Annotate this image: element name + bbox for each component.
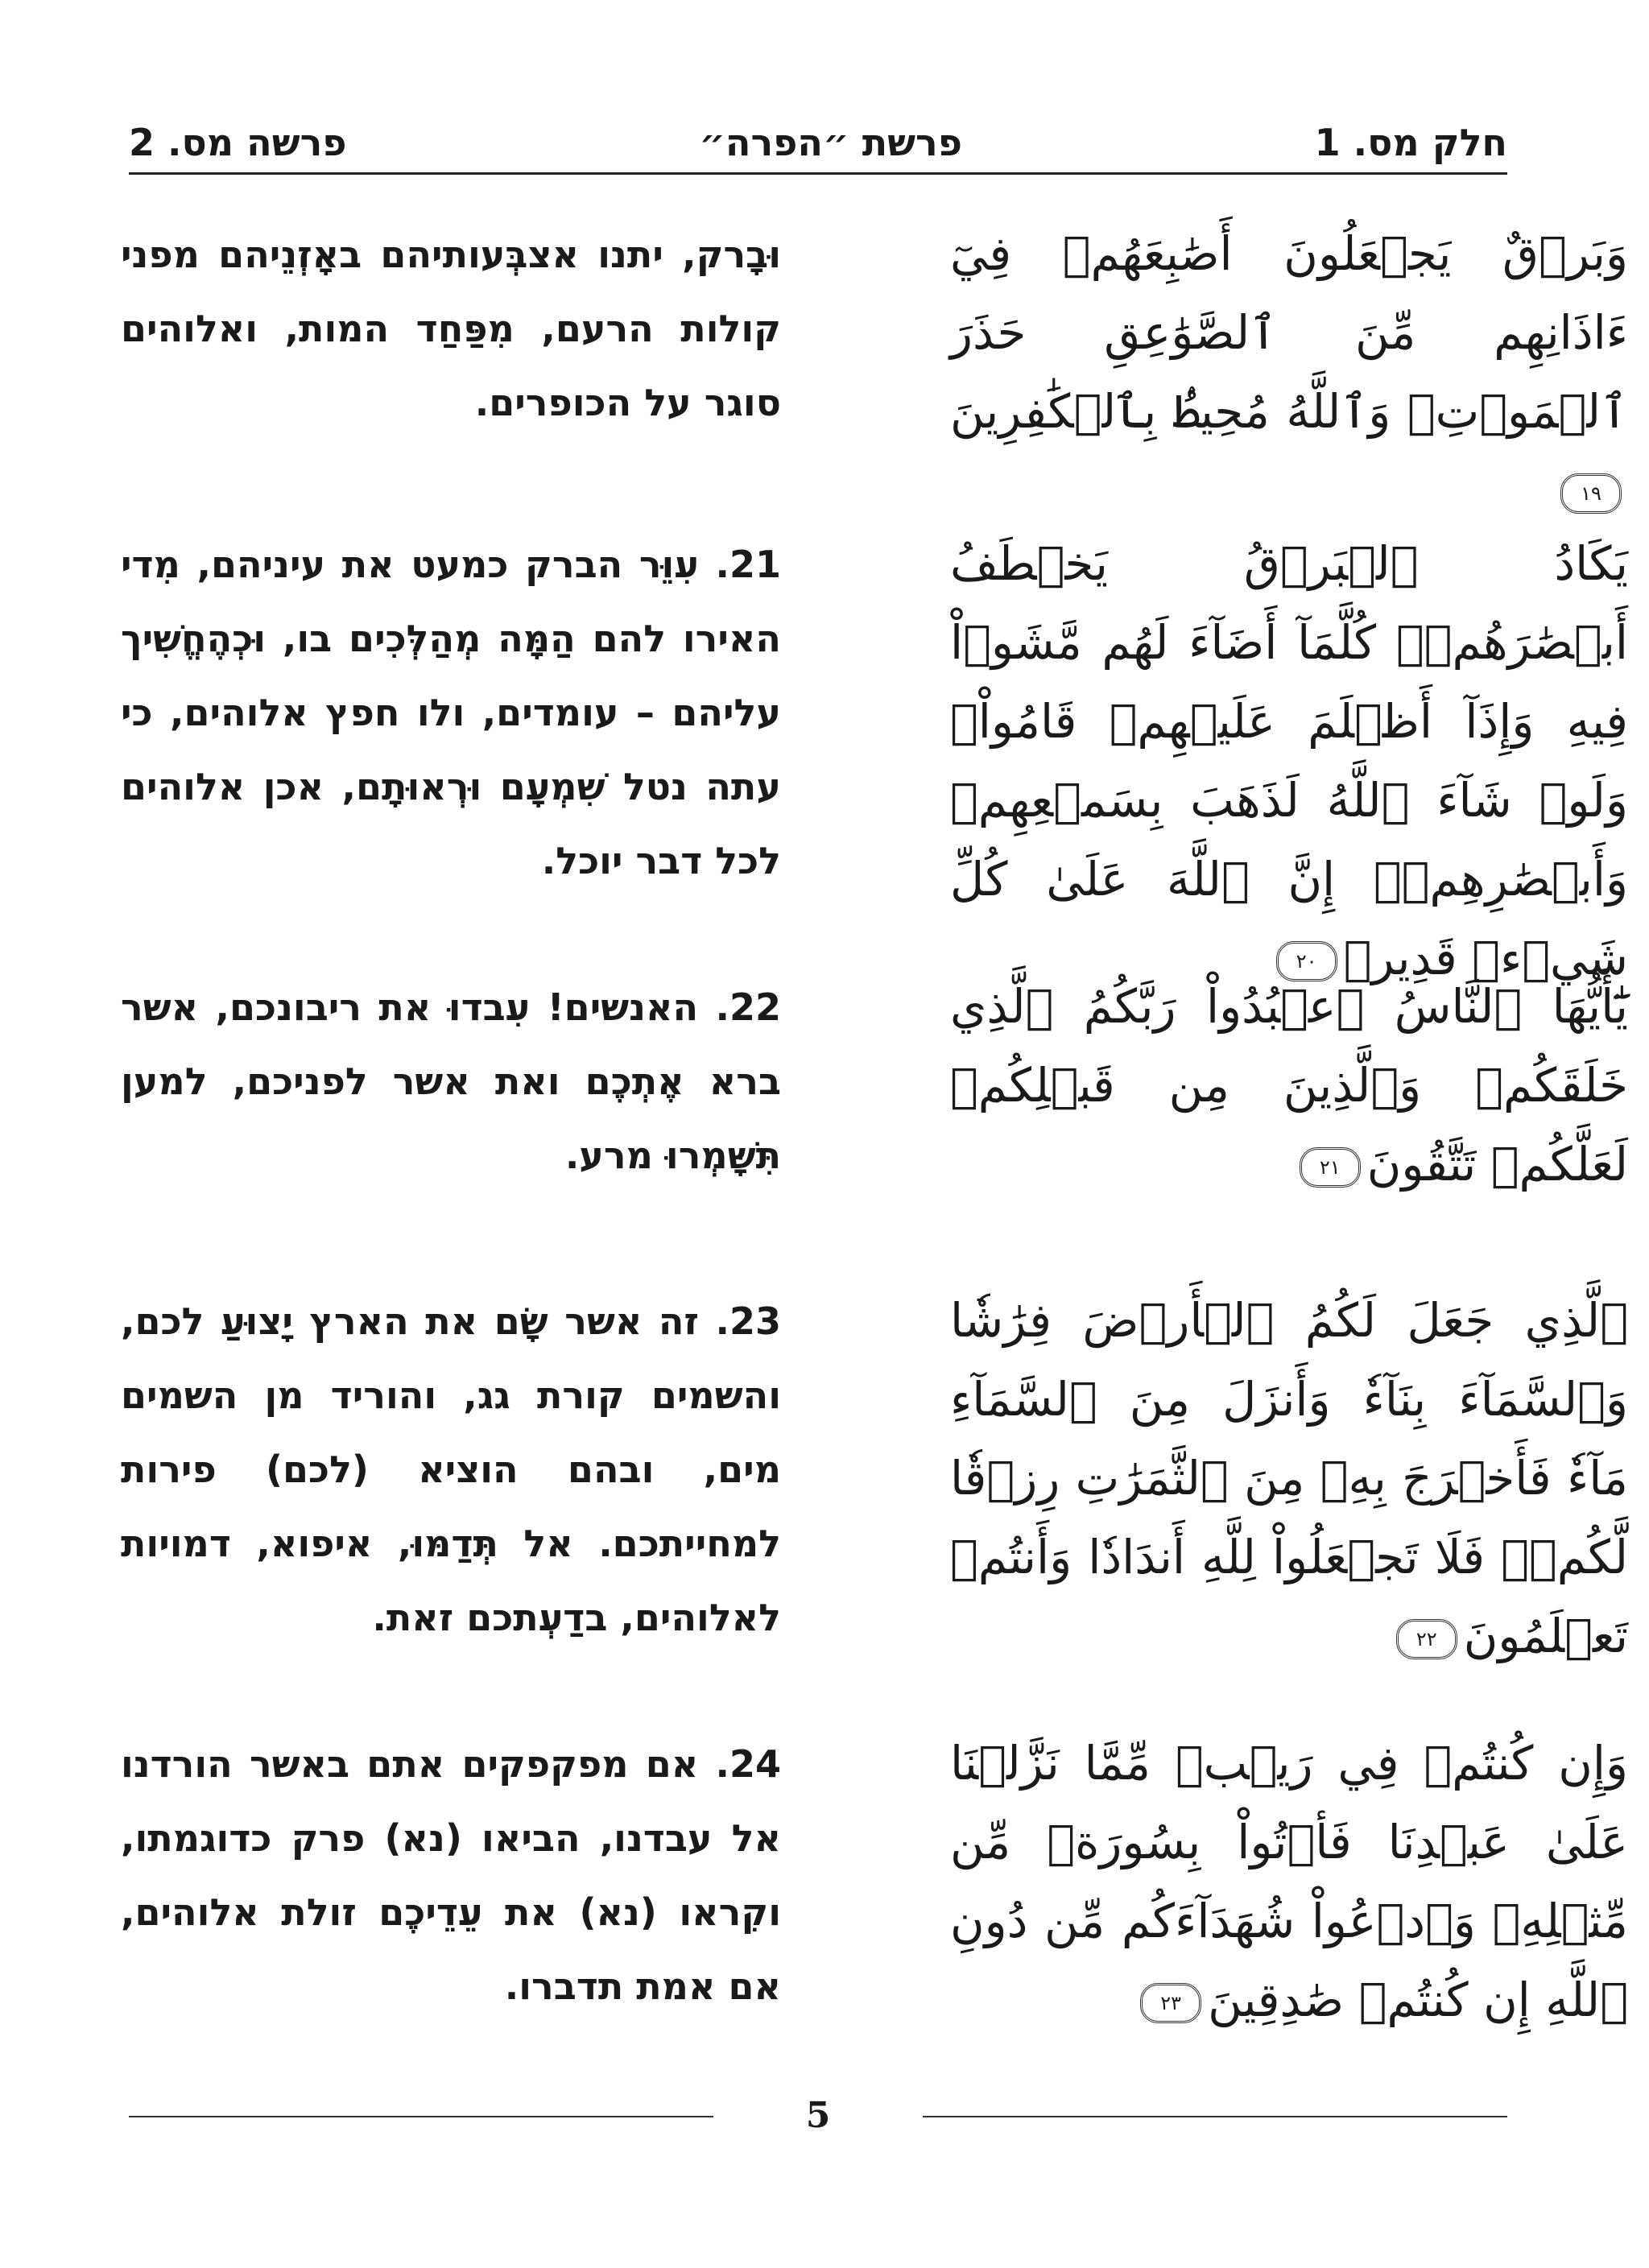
verse-number-marker: ٢١: [1300, 1147, 1361, 1188]
verse-number-marker: ١٩: [1560, 473, 1622, 514]
arabic-verse-text: يَٰٓأَيُّهَا ٱلنَّاسُ ٱعۡبُدُواْ رَبَّكُمُ ٱلَّذِي خَلَقَكُمۡ وَٱلَّذِينَ مِن قَبۡلِكُمۡ لَعَلَّكُمۡ تَتَّقُونَ٢١: [950, 979, 1628, 1192]
part-label: חלק מס. 1: [1314, 121, 1507, 164]
arabic-verse-text: وَإِن كُنتُمۡ فِي رَيۡبٖ مِّمَّا نَزَّلۡنَا عَلَىٰ عَبۡدِنَا فَأۡتُواْ بِسُورَةٖ مِّن مِّثۡلِهِۦ وَٱدۡعُواْ شُهَدَآءَكُم مِّن دُونِ ٱللَّهِ إِن كُنتُمۡ صَٰدِقِينَ٢٣: [950, 1736, 1628, 2027]
page-footer: [129, 2093, 1507, 2142]
page-header: [129, 113, 1507, 175]
footer-rule-right: [923, 2116, 1507, 2117]
hebrew-translation: 24. אם מפקפקים אתם באשר הורדנו אל עבדנו, הביאו (נא) פרק כדוגמתו, וקִראו (נא) את עֵדֵיכֶם זולת אלוהים, אם אמת תדברו.: [121, 1742, 781, 2008]
chapter-title: פרשת ״הפרה״: [699, 121, 962, 164]
arabic-verse-text: وَبَرۡقٌ يَجۡعَلُونَ أَصَٰبِعَهُمۡ فِيٓ ءَاذَانِهِم مِّنَ ٱلصَّوَٰعِقِ حَذَرَ ٱلۡمَوۡتِۚ وَٱللَّهُ مُحِيطُۢ بِٱلۡكَٰفِرِينَ١٩: [950, 214, 1628, 530]
hebrew-translation: 21. עִוֵּר הברק כמעט את עיניהם, מִדי האירו להם הַמָּה מְהַלְּכִים בו, וּכְהֶחֱשִׁיך עליהם – עומדים, ולו חפץ אלוהים, כי עתה נטל שִׁמְעָם וּרְאוּתָם, אכן אלוהים לכל דבר יוכל.: [121, 543, 781, 882]
page-number: 5: [805, 2095, 831, 2136]
arabic-verse-text: ٱلَّذِي جَعَلَ لَكُمُ ٱلۡأَرۡضَ فِرَٰشٗا وَٱلسَّمَآءَ بِنَآءٗ وَأَنزَلَ مِنَ ٱلسَّمَآءِ مَآءٗ فَأَخۡرَجَ بِهِۦ مِنَ ٱلثَّمَرَٰتِ رِزۡقٗا لَّكُمۡۖ فَلَا تَجۡعَلُواْ لِلَّهِ أَندَادٗا وَأَنتُمۡ تَعۡلَمُونَ٢٢: [950, 1293, 1628, 1663]
section-label: פרשה מס. 2: [129, 121, 347, 164]
hebrew-translation: 23. זה אשר שָׂם את הארץ יָצוּעַ לכם, והשמים קורת גג, והוריד מן השמים מים, ובהם הוציא (לכם) פירות למחייתכם. אל תְּדַמּוּ, איפוא, דמויות לאלוהים, בדַעְתכם זאת.: [121, 1299, 781, 1639]
verse-number-marker: ٢٠: [1276, 941, 1337, 981]
verse-number-marker: ٢٢: [1396, 1619, 1457, 1659]
hebrew-translation: וּבָרק, יתנו אצבְּעותיהם באָזְנֵיהם מפני קולות הרעם, מִפַּחַד המות, ואלוהים סוגר על הכופרים.: [121, 233, 781, 424]
arabic-verse-text: يَكَادُ ٱلۡبَرۡقُ يَخۡطَفُ أَبۡصَٰرَهُمۡۖ كُلَّمَآ أَضَآءَ لَهُم مَّشَوۡاْ فِيهِ وَإِذَآ أَظۡلَمَ عَلَيۡهِمۡ قَامُواْۚ وَلَوۡ شَآءَ ٱللَّهُ لَذَهَبَ بِسَمۡعِهِمۡ وَأَبۡصَٰرِهِمۡۚ إِنَّ ٱللَّهَ عَلَىٰ كُلِّ شَيۡءٖ قَدِيرٞ٢٠: [950, 536, 1628, 985]
hebrew-translation: 22. האנשים! עִבדוּ את ריבונכם, אשר ברא אֶתְכֶם ואת אשר לפניכם, למען תִּשָּׁמְרוּ מרע.: [121, 985, 781, 1177]
verse-number-marker: ٢٣: [1140, 1983, 1201, 2023]
